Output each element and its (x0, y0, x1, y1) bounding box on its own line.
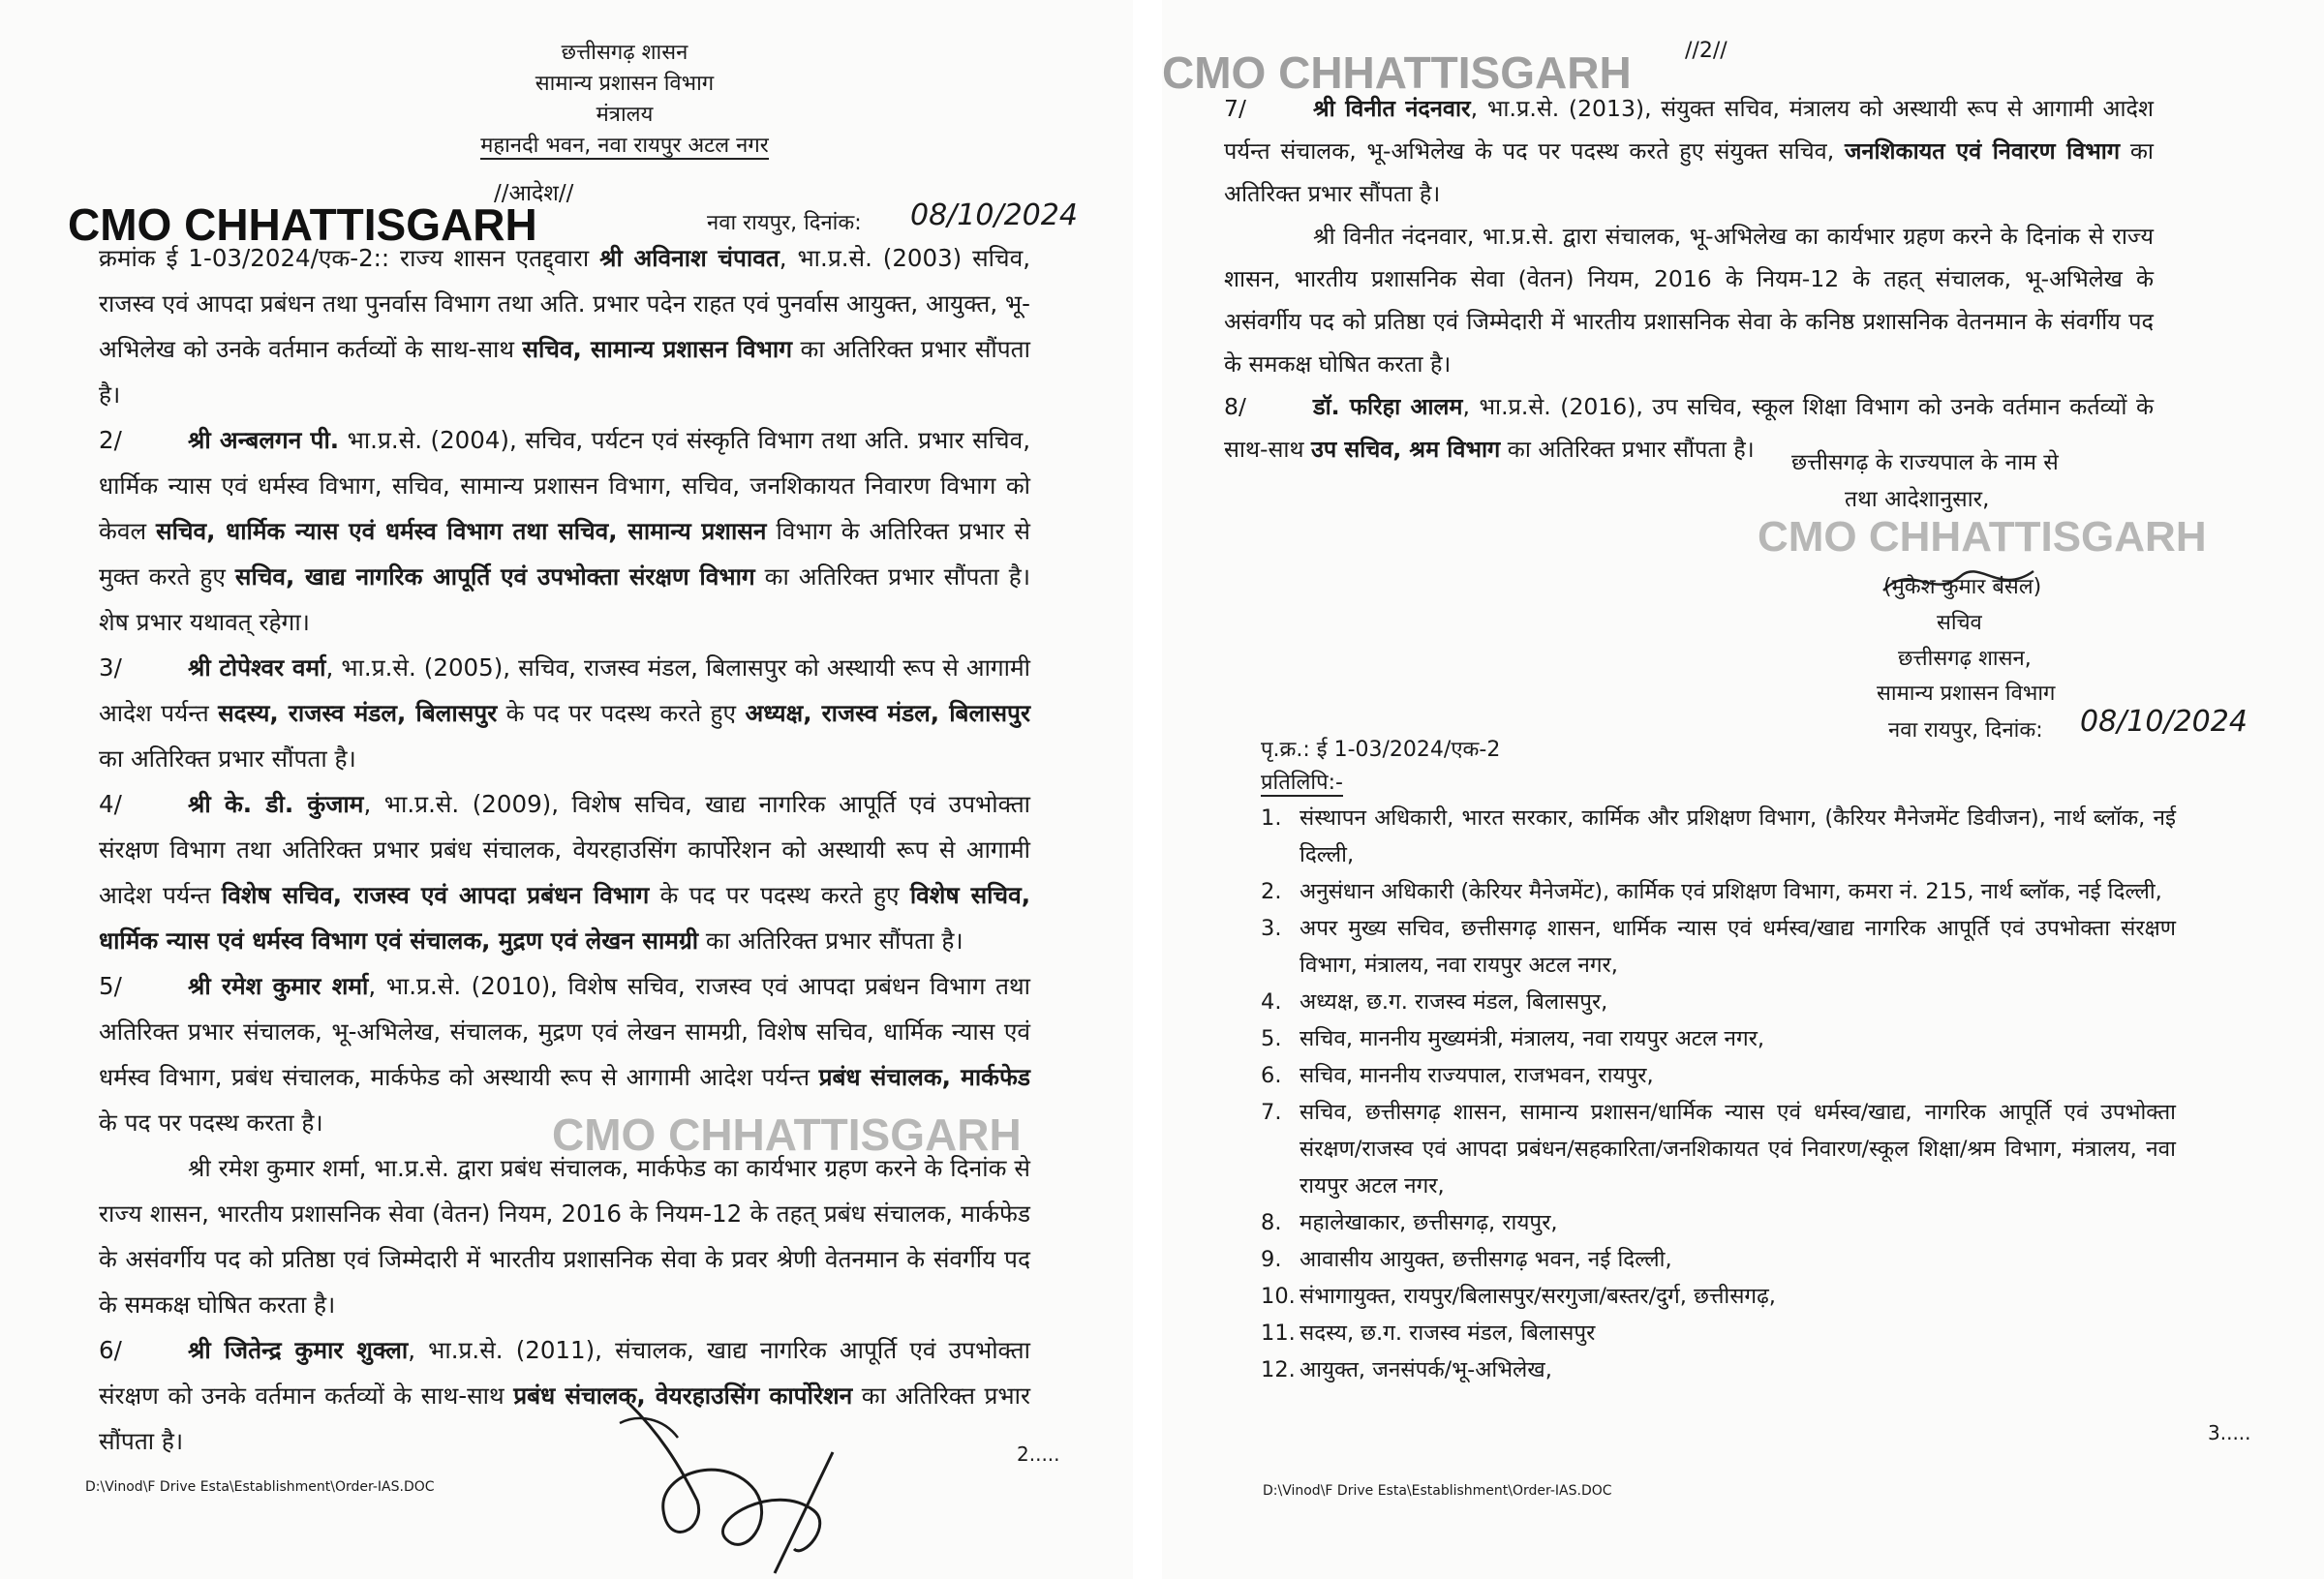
watermark-cmo-faded: CMO CHHATTISGARH (552, 1109, 1022, 1160)
copy-item: 3. अपर मुख्य सचिव, छत्तीसगढ़ शासन, धार्मिक न्यास एवं धर्मस्व/खाद्य नागरिक आपूर्ति एवं उपभोक्ता संरक्षण विभाग, मंत्रालय, नवा रायपुर अटल नगर, (1261, 916, 2176, 978)
paragraph-5: 5/ श्री रमेश कुमार शर्मा, भा.प्र.से. (2010), विशेष सचिव, राजस्व एवं आपदा प्रबंधन विभाग तथा अतिरिक्त प्रभार संचालक, भू-अभिलेख, संचालक, मुद्रण एवं लेखन सामग्री, विशेष सचिव, धार्मिक न्यास एवं धर्मस्व विभाग, प्रबंध संचालक, मार्कफेड को अस्थायी रूप से आगामी आदेश पर्यन्त प्रबंध संचालक, मार्कफेड के पद पर पदस्थ करता है। (99, 972, 1030, 1137)
paragraph-6: 6/ श्री जितेन्द्र कुमार शुक्ला, भा.प्र.से. (2011), संचालक, खाद्य नागरिक आपूर्ति एवं उपभोक्ता संरक्षण को उनके वर्तमान कर्तव्यों के साथ-साथ प्रबंध संचालक, वेयरहाउसिंग कार्पोरेशन का अतिरिक्त प्रभार सौंपता है। (99, 1336, 1030, 1455)
header-department: सामान्य प्रशासन विभाग (535, 72, 715, 96)
watermark-cmo: CMO CHHATTISGARH (68, 199, 537, 250)
endorsement-number: पृ.क्र.: ई 1-03/2024/एक-2 (1261, 738, 1501, 762)
signatory-designation: सचिव (1937, 611, 1982, 635)
copy-item: 10. संभागायुक्त, रायपुर/बिलासपुर/सरगुजा/बस्तर/दुर्ग, छत्तीसगढ़, (1261, 1284, 1776, 1309)
file-path-2: D:\Vinod\F Drive Esta\Establishment\Order-IAS.DOC (1263, 1483, 1612, 1499)
copy-item: 8. महालेखाकार, छत्तीसगढ़, रायपुर, (1261, 1210, 1558, 1235)
sign-handwritten-date: 08/10/2024 (2080, 705, 2248, 739)
order-title: //आदेश// (494, 181, 574, 206)
order-page-1 (0, 0, 1133, 1579)
header-ministry: मंत्रालय (596, 103, 654, 127)
paragraph-2: 2/ श्री अन्बलगन पी. भा.प्र.से. (2004), सचिव, पर्यटन एवं संस्कृति विभाग तथा अति. प्रभार सचिव, धार्मिक न्यास एवं धर्मस्व विभाग, सचिव, सामान्य प्रशासन विभाग, सचिव, जनशिकायत निवारण विभाग को केवल सचिव, धार्मिक न्यास एवं धर्मस्व विभाग तथा सचिव, सामान्य प्रशासन विभाग के अतिरिक्त प्रभार से मुक्त करते हुए सचिव, खाद्य नागरिक आपूर्ति एवं उपभोक्ता संरक्षण विभाग का अतिरिक्त प्रभार सौंपता है। शेष प्रभार यथावत् रहेगा। (99, 426, 1031, 636)
sign-place-date-label: नवा रायपुर, दिनांक: (1888, 718, 2043, 743)
sign-authority-line1: छत्तीसगढ़ के राज्यपाल के नाम से (1791, 450, 2059, 475)
copy-to-label: प्रतिलिपि:- (1261, 771, 1343, 795)
watermark-cmo-sign: CMO CHHATTISGARH (1758, 513, 2207, 561)
paragraph-7b: श्री विनीत नंदनवार, भा.प्र.से. द्वारा संचालक, भू-अभिलेख का कार्यभार ग्रहण करने के दिनांक से राज्य शासन, भारतीय प्रशासनिक सेवा (वेतन) नियम, 2016 के नियम-12 के तहत् संचालक, भू-अभिलेख के असंवर्गीय पद को प्रतिष्ठा एवं जिम्मेदारी में भारतीय प्रशासनिक सेवा के कनिष्ठ प्रशासनिक वेतनमान के संवर्गीय पद के समकक्ष घोषित करता है। (1224, 223, 2154, 378)
place-date-label: नवा रायपुर, दिनांक: (707, 211, 862, 235)
header-government: छत्तीसगढ़ शासन (561, 41, 688, 65)
copy-item: 6. सचिव, माननीय राज्यपाल, राजभवन, रायपुर, (1261, 1063, 1654, 1088)
paragraph-7: 7/ श्री विनीत नंदनवार, भा.प्र.से. (2013), संयुक्त सचिव, मंत्रालय को अस्थायी रूप से आगामी आदेश पर्यन्त संचालक, भू-अभिलेख के पद पर पदस्थ करते हुए संयुक्त सचिव, जनशिकायत एवं निवारण विभाग का अतिरिक्त प्रभार सौंपता है। (1224, 95, 2154, 207)
paragraph-5b: श्री रमेश कुमार शर्मा, भा.प्र.से. द्वारा प्रबंध संचालक, मार्कफेड का कार्यभार ग्रहण करने के दिनांक से राज्य शासन, भारतीय प्रशासनिक सेवा (वेतन) नियम, 2016 के नियम-12 के तहत् प्रबंध संचालक, मार्कफेड के असंवर्गीय पद को प्रतिष्ठा एवं जिम्मेदारी में भारतीय प्रशासनिक सेवा के प्रवर श्रेणी वेतनमान के संवर्गीय पद के समकक्ष घोषित करता है। (99, 1154, 1030, 1319)
page-gap (1133, 0, 1162, 1579)
signatory-government: छत्तीसगढ़ शासन, (1898, 647, 2032, 671)
copy-item: 11. सदस्य, छ.ग. राजस्व मंडल, बिलासपुर (1261, 1321, 1596, 1346)
signature-scribble (610, 1394, 901, 1578)
copy-item: 9. आवासीय आयुक्त, छत्तीसगढ़ भवन, नई दिल्ली, (1261, 1247, 1672, 1272)
copy-item: 2. अनुसंधान अधिकारी (केरियर मैनेजमेंट), कार्मिक एवं प्रशिक्षण विभाग, कमरा नं. 215, नार्थ ब्लॉक, नई दिल्ली, (1261, 879, 2162, 904)
copy-item: 7. सचिव, छत्तीसगढ़ शासन, सामान्य प्रशासन/धार्मिक न्यास एवं धर्मस्व/खाद्य, नागरिक आपूर्ति एवं उपभोक्ता संरक्षण/राजस्व एवं आपदा प्रबंधन/सहकारिता/जनशिकायत एवं निवारण/स्कूल शिक्षा/श्रम विभाग, मंत्रालय, नवा रायपुर अटल नगर, (1261, 1100, 2176, 1199)
paragraph-1: क्रमांक ई 1-03/2024/एक-2:: राज्य शासन एतद्द्वारा श्री अविनाश चंपावत, भा.प्र.से. (2003) सचिव, राजस्व एवं आपदा प्रबंधन तथा पुनर्वास विभाग तथा अति. प्रभार पदेन राहत एवं पुनर्वास आयुक्त, आयुक्त, भू-अभिलेख को उनके वर्तमान कर्तव्यों के साथ-साथ सचिव, सामान्य प्रशासन विभाग का अतिरिक्त प्रभार सौंपता है। (99, 244, 1030, 409)
copy-item: 4. अध्यक्ष, छ.ग. राजस्व मंडल, बिलासपुर, (1261, 989, 1608, 1015)
page-continuation-marker-2: 3..... (2208, 1421, 2251, 1444)
paragraph-3: 3/ श्री टोपेश्वर वर्मा, भा.प्र.से. (2005), सचिव, राजस्व मंडल, बिलासपुर को अस्थायी रूप से आगामी आदेश पर्यन्त सदस्य, राजस्व मंडल, बिलासपुर के पद पर पदस्थ करते हुए अध्यक्ष, राजस्व मंडल, बिलासपुर का अतिरिक्त प्रभार सौंपता है। (99, 653, 1030, 773)
order-page-2 (1162, 0, 2324, 1579)
watermark-cmo-top: CMO CHHATTISGARH (1162, 47, 1632, 98)
file-path: D:\Vinod\F Drive Esta\Establishment\Order-IAS.DOC (85, 1479, 435, 1495)
signatory-department: सामान्य प्रशासन विभाग (1877, 682, 2056, 706)
copy-item: 5. सचिव, माननीय मुख्यमंत्री, मंत्रालय, नवा रायपुर अटल नगर, (1261, 1026, 1765, 1051)
copy-item: 1. संस्थापन अधिकारी, भारत सरकार, कार्मिक और प्रशिक्षण विभाग, (कैरियर मैनेजमेंट डिवीजन), नार्थ ब्लॉक, नई दिल्ली, (1261, 805, 2176, 867)
order-body-page-2 (1224, 87, 2154, 471)
order-body-page-1 (99, 235, 1030, 1464)
page-continuation-marker: 2..... (1017, 1442, 1060, 1466)
header-address: महानदी भवन, नवा रायपुर अटल नगर (480, 134, 769, 158)
copy-item: 12. आयुक्त, जनसंपर्क/भू-अभिलेख, (1261, 1357, 1552, 1382)
copy-to-list (1261, 800, 2176, 1388)
signatory-name: (मुकेश कुमार बंसल) (1883, 575, 2042, 599)
paragraph-4: 4/ श्री के. डी. कुंजाम, भा.प्र.से. (2009), विशेष सचिव, खाद्य नागरिक आपूर्ति एवं उपभोक्ता संरक्षण विभाग तथा अतिरिक्त प्रभार प्रबंध संचालक, वेयरहाउसिंग कार्पोरेशन को अस्थायी रूप से आगामी आदेश पर्यन्त विशेष सचिव, राजस्व एवं आपदा प्रबंधन विभाग के पद पर पदस्थ करते हुए विशेष सचिव, धार्मिक न्यास एवं धर्मस्व विभाग एवं संचालक, मुद्रण एवं लेखन सामग्री का अतिरिक्त प्रभार सौंपता है। (99, 790, 1031, 955)
paragraph-8: 8/ डॉ. फरिहा आलम, भा.प्र.से. (2016), उप सचिव, स्कूल शिक्षा विभाग को उनके वर्तमान कर्तव्यों के साथ-साथ उप सचिव, श्रम विभाग का अतिरिक्त प्रभार सौंपता है। (1224, 393, 2154, 463)
page-number-2: //2// (1685, 39, 1728, 63)
handwritten-date: 08/10/2024 (910, 198, 1078, 232)
sign-authority-line2: तथा आदेशानुसार, (1845, 487, 1990, 512)
